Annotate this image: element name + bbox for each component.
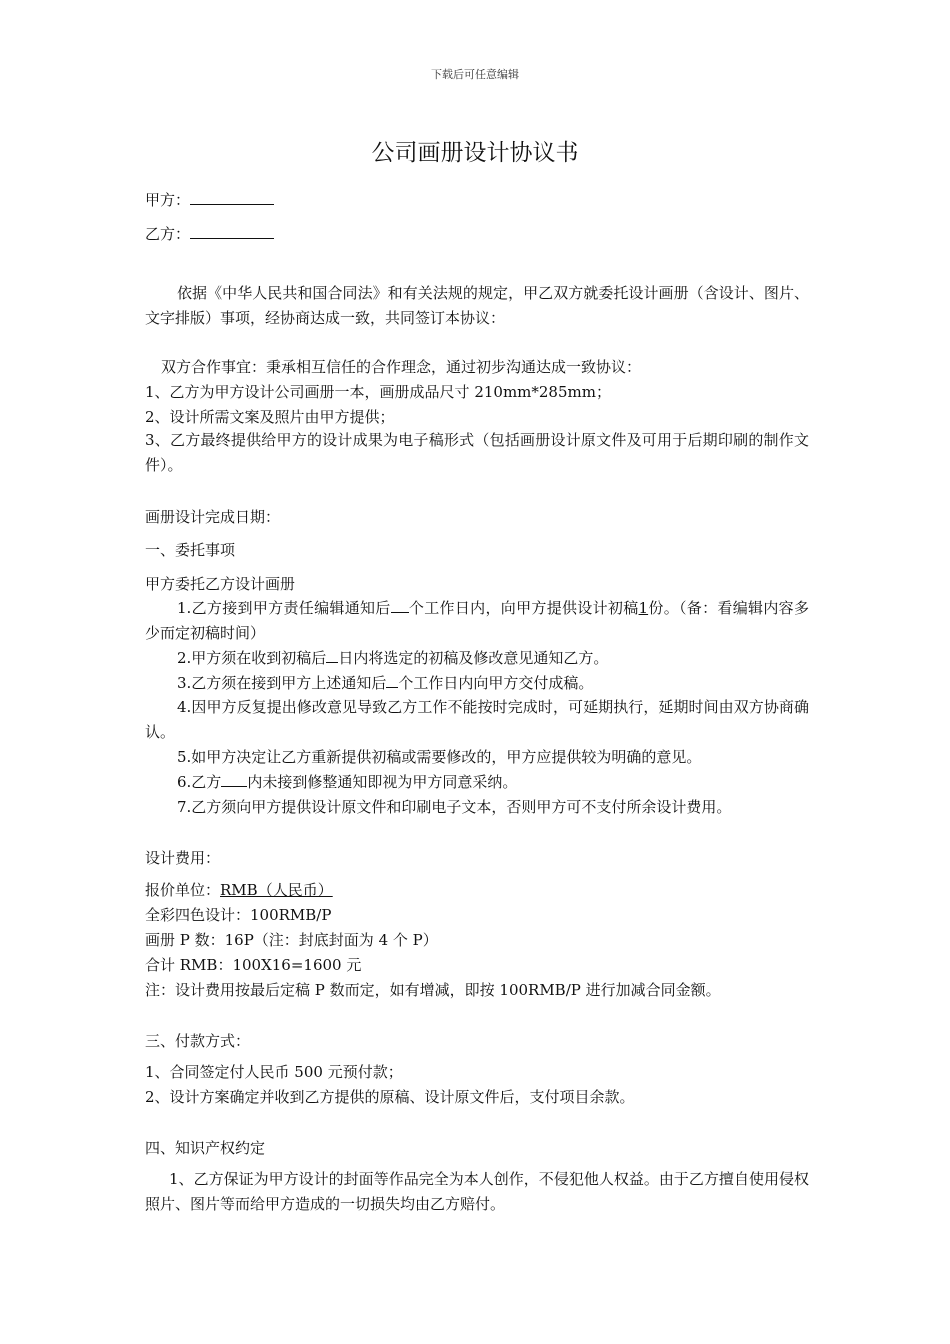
payment-item-1: 1、合同签定付人民币 500 元预付款；	[145, 1063, 403, 1081]
document-title: 公司画册设计协议书	[371, 140, 579, 166]
fees-unit-value: RMB（人民币）	[220, 881, 333, 899]
party-b-line	[145, 222, 274, 246]
clause-2	[177, 646, 608, 670]
fees-unit-label: 报价单位：	[145, 881, 221, 899]
clause-1-part-a: 1.乙方接到甲方责任编辑通知后	[177, 599, 391, 617]
section-1-subheading: 甲方委托乙方设计画册	[145, 575, 296, 593]
clause-6-part-b: 内未接到修整通知即视为甲方同意采纳。	[247, 773, 518, 791]
header-note: 下载后可任意编辑	[431, 68, 519, 81]
cooperation-item-2: 2、设计所需文案及照片由甲方提供；	[145, 408, 395, 426]
fees-pages: 画册 P 数：16P（注：封底封面为 4 个 P）	[145, 931, 438, 949]
cooperation-item-3: 3、乙方最终提供给甲方的设计成果为电子稿形式（包括画册设计原文件及可用于后期印刷的制作文件）。	[145, 431, 809, 474]
fees-note: 注：设计费用按最后定稿 P 数而定，如有增减，即按 100RMB/P 进行加减合同金额。	[145, 981, 721, 999]
section-1-heading: 一、委托事项	[145, 541, 236, 559]
clause-3-part-a: 3.乙方须在接到甲方上述通知后	[177, 674, 387, 692]
clause-1	[145, 596, 809, 646]
clause-6-part-a: 6.乙方	[177, 773, 222, 791]
clause-5: 5.如甲方决定让乙方重新提供初稿或需要修改的，甲方应提供较为明确的意见。	[177, 748, 702, 766]
clause-3-part-b: 个工作日内向甲方交付成稿。	[398, 674, 594, 692]
fees-heading: 设计费用：	[145, 849, 221, 867]
clause-4: 4.因甲方反复提出修改意见导致乙方工作不能按时完成时，可延期执行，延期时间由双方协商确认。	[145, 698, 809, 741]
ip-item-1: 1、乙方保证为甲方设计的封面等作品完全为本人创作，不侵犯他人权益。由于乙方擅自使用侵权照片、图片等而给甲方造成的一切损失均由乙方赔付。	[145, 1170, 809, 1213]
clause-2-part-b: 日内将选定的初稿及修改意见通知乙方。	[338, 649, 609, 667]
clause-1-part-b: 个工作日内，向甲方提供设计初稿	[408, 599, 639, 617]
fees-color: 全彩四色设计：100RMB/P	[145, 906, 332, 924]
fees-total: 合计 RMB：100X16=1600 元	[145, 956, 362, 974]
party-b-label: 乙方：	[145, 225, 191, 243]
payment-item-2: 2、设计方案确定并收到乙方提供的原稿、设计原文件后，支付项目余款。	[145, 1088, 635, 1106]
cooperation-item-1: 1、乙方为甲方设计公司画册一本，画册成品尺寸 210mm*285mm；	[145, 383, 611, 401]
clause-2-part-a: 2.甲方须在收到初稿后	[177, 649, 327, 667]
completion-date-label: 画册设计完成日期：	[145, 508, 281, 526]
clause-1-blank	[391, 597, 409, 613]
party-b-blank	[190, 223, 274, 239]
payment-heading: 三、付款方式：	[145, 1032, 251, 1050]
cooperation-heading: 双方合作事宜：秉承相互信任的合作理念，通过初步沟通达成一致协议：	[161, 358, 642, 376]
party-a-label: 甲方：	[145, 191, 191, 209]
clause-6	[177, 770, 517, 794]
clause-1-part-c: 份。（备：看编辑内容多少而定初稿时间）	[145, 599, 809, 642]
fees-unit	[145, 878, 333, 902]
party-a-line	[145, 188, 274, 212]
clause-2-blank	[326, 647, 338, 663]
clause-1-copies: 1	[638, 599, 649, 617]
clause-7: 7.乙方须向甲方提供设计原文件和印刷电子文本，否则甲方可不支付所余设计费用。	[177, 798, 732, 816]
party-a-blank	[190, 189, 274, 205]
ip-heading: 四、知识产权约定	[145, 1139, 266, 1157]
clause-6-blank	[221, 771, 247, 787]
clause-3-blank	[386, 672, 398, 688]
intro-paragraph: 依据《中华人民共和国合同法》和有关法规的规定，甲乙双方就委托设计画册（含设计、图片、文字排版）事项，经协商达成一致，共同签订本协议：	[145, 284, 809, 327]
clause-3	[177, 671, 593, 695]
